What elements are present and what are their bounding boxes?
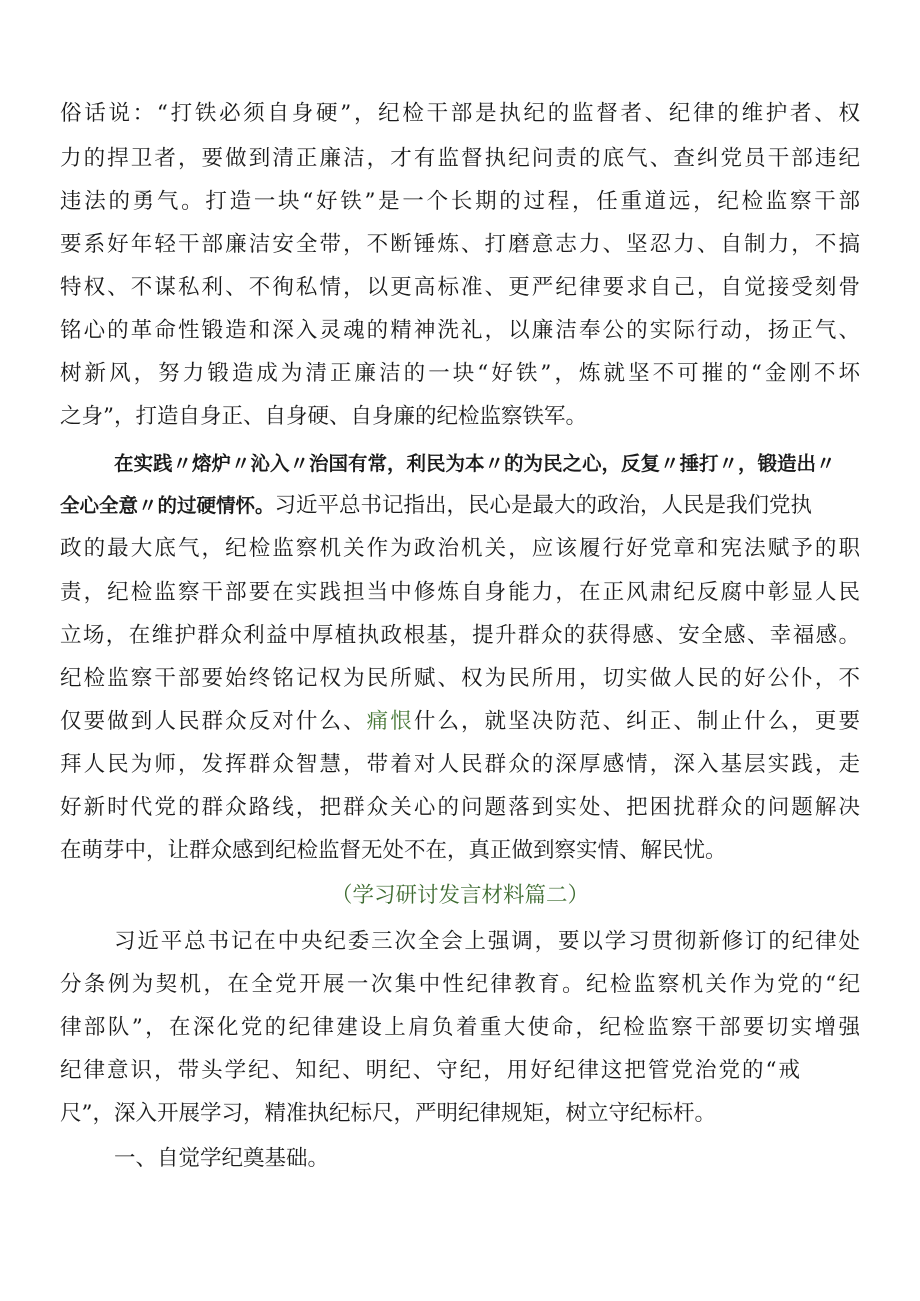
- para3-line-5: 尺”，深入开展学习，精准执纪标尺，严明纪律规矩，树立守纪标杆。: [60, 1101, 716, 1126]
- highlighted-word: 痛恨: [366, 709, 414, 734]
- para2-line-9: 好新时代党的群众路线，把群众关心的问题落到实处、把困扰群众的问题解决: [60, 795, 860, 820]
- para2-line-8: 拜人民为师，发挥群众智慧，带着对人民群众的深厚感情，深入基层实践，走: [60, 752, 860, 777]
- para1-line-3: 违法的勇气。打造一块“好铁”是一个长期的过程，任重道远，纪检监察干部: [60, 189, 860, 214]
- para3-line-2: 分条例为契机，在全党开展一次集中性纪律教育。纪检监察机关作为党的“纪: [60, 972, 860, 997]
- para2-line-7-before: 仅要做到人民群众反对什么、: [60, 709, 367, 734]
- item-1-heading: 一、自觉学纪奠基础。: [114, 1146, 330, 1171]
- para1-line-7: 树新风，努力锻造成为清正廉洁的一块“好铁”，炼就坚不可摧的“金刚不坏: [60, 361, 860, 386]
- para2-line-10: 在萌芽中，让群众感到纪检监督无处不在，真正做到察实情、解民忧。: [60, 838, 727, 863]
- para2-line-2-text: 习近平总书记指出，民心是最大的政治，人民是我们党执: [274, 493, 813, 518]
- para2-line-7: [60, 706, 860, 738]
- section-title: （学习研讨发言材料篇二）: [330, 883, 589, 908]
- para2-line-2: [60, 490, 860, 522]
- para2-line-4: 责，纪检监察干部要在实践担当中修炼自身能力，在正风肃纪反腐中彰显人民: [60, 580, 860, 605]
- para1-line-2: 力的捍卫者，要做到清正廉洁，才有监督执纪问责的底气、查纠党员干部违纪: [60, 146, 860, 171]
- para2-heading-line-2: 全心全意〃的过硬情怀。: [60, 494, 275, 517]
- para1-line-5: 特权、不谋私利、不徇私情，以更高标准、更严纪律要求自己，自觉接受刻骨: [60, 275, 860, 300]
- para2-line-6: 纪检监察干部要始终铭记权为民所赋、权为民所用，切实做人民的好公仆，不: [60, 666, 860, 691]
- para3-line-4: 纪律意识，带头学纪、知纪、明纪、守纪，用好纪律这把管党治党的“戒: [60, 1058, 800, 1083]
- para1-line-4: 要系好年轻干部廉洁安全带，不断锤炼、打磨意志力、坚忍力、自制力，不搞: [60, 232, 860, 257]
- para2-heading-line-1: 在实践〃熔炉〃沁入〃治国有常，利民为本〃的为民之心，反复〃捶打〃，锻造出〃: [114, 452, 836, 475]
- para1-line-8: 之身”，打造自身正、自身硬、自身廉的纪检监察铁军。: [60, 404, 587, 429]
- para2-line-5: 立场，在维护群众利益中厚植执政根基，提升群众的获得感、安全感、幸福感。: [60, 623, 860, 648]
- para2-line-7-after: 什么，就坚决防范、纠正、制止什么，更要: [413, 709, 860, 734]
- para3-line-1: 习近平总书记在中央纪委三次全会上强调，要以学习贯彻新修订的纪律处: [114, 929, 860, 954]
- para1-line-1: 俗话说：“打铁必须自身硬”，纪检干部是执纪的监督者、纪律的维护者、权: [60, 101, 860, 126]
- para2-line-3: 政的最大底气，纪检监察机关作为政治机关，应该履行好党章和宪法赋予的职: [60, 536, 860, 561]
- para3-line-3: 律部队”，在深化党的纪律建设上肩负着重大使命，纪检监察干部要切实增强: [60, 1015, 860, 1040]
- para1-line-6: 铭心的革命性锻造和深入灵魂的精神洗礼，以廉洁奉公的实际行动，扬正气、: [60, 318, 860, 343]
